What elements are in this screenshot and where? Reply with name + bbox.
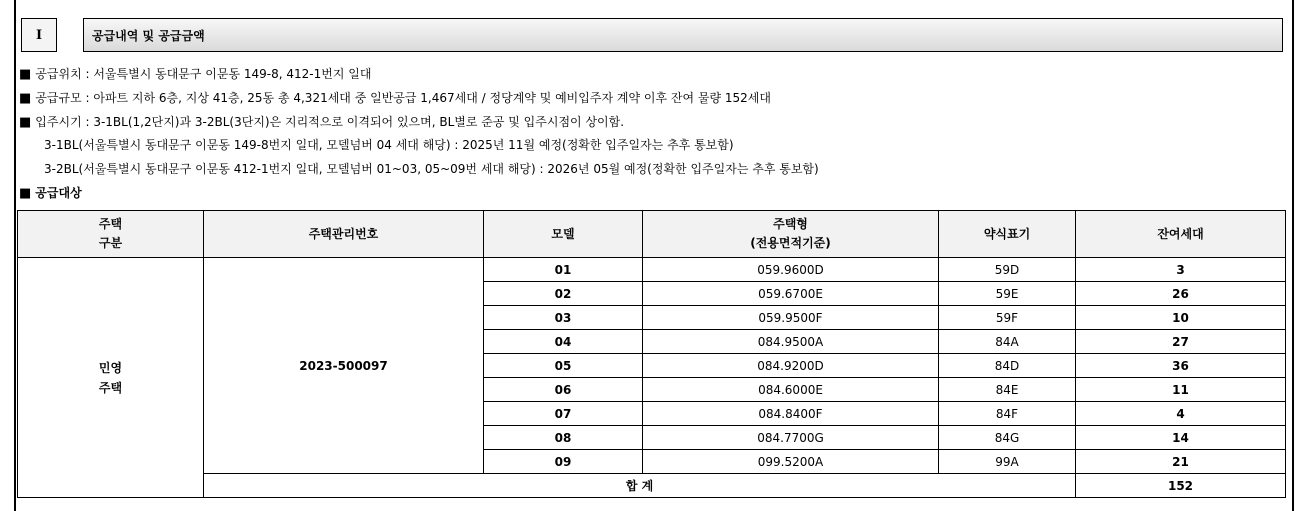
cell-model: 05 bbox=[484, 354, 643, 378]
cell-short: 59D bbox=[939, 258, 1076, 282]
cell-short: 84G bbox=[939, 426, 1076, 450]
header-remaining: 잔여세대 bbox=[1076, 211, 1286, 258]
header-house-type-group: 주택 구분 bbox=[18, 211, 204, 258]
info-movein-32: 3-2BL(서울특별시 동대문구 이문동 412-1번지 일대, 모델넘버 01~03, 05~09번 세대 해당) : 2026년 05월 예정(정확한 입주일자는 추후 통보함) bbox=[44, 162, 819, 176]
cell-house-type: 059.9500F bbox=[643, 306, 939, 330]
cell-mgmt-no: 2023-500097 bbox=[204, 258, 484, 474]
header-mgmt-no: 주택관리번호 bbox=[204, 211, 484, 258]
cell-house-type: 084.7700G bbox=[643, 426, 939, 450]
info-movein-31: 3-1BL(서울특별시 동대문구 이문동 149-8번지 일대, 모델넘버 04 세대 해당) : 2025년 11월 예정(정확한 입주일자는 추후 통보함) bbox=[44, 138, 734, 152]
cell-remaining: 10 bbox=[1076, 306, 1286, 330]
cell-house-group: 민영 주택 bbox=[18, 258, 204, 498]
cell-short: 84F bbox=[939, 402, 1076, 426]
bullet-square-icon: ■ bbox=[19, 186, 32, 201]
cell-house-type: 084.9200D bbox=[643, 354, 939, 378]
cell-house-type: 059.9600D bbox=[643, 258, 939, 282]
cell-remaining: 4 bbox=[1076, 402, 1286, 426]
cell-remaining: 14 bbox=[1076, 426, 1286, 450]
cell-model: 03 bbox=[484, 306, 643, 330]
bullet-square-icon: ■ bbox=[19, 67, 32, 82]
cell-model: 01 bbox=[484, 258, 643, 282]
cell-house-type: 059.6700E bbox=[643, 282, 939, 306]
cell-short: 59F bbox=[939, 306, 1076, 330]
supply-table bbox=[17, 210, 1286, 498]
info-movein bbox=[19, 114, 624, 131]
cell-house-type: 084.9500A bbox=[643, 330, 939, 354]
cell-short: 84A bbox=[939, 330, 1076, 354]
info-target bbox=[19, 185, 82, 202]
cell-house-type: 084.6000E bbox=[643, 378, 939, 402]
total-label: 합 계 bbox=[204, 474, 1076, 498]
cell-remaining: 36 bbox=[1076, 354, 1286, 378]
cell-short: 59E bbox=[939, 282, 1076, 306]
cell-remaining: 26 bbox=[1076, 282, 1286, 306]
info-location bbox=[19, 66, 371, 83]
cell-model: 04 bbox=[484, 330, 643, 354]
header-short: 약식표기 bbox=[939, 211, 1076, 258]
table-header-row bbox=[18, 211, 1286, 258]
bullet-square-icon: ■ bbox=[19, 91, 32, 106]
bullet-square-icon: ■ bbox=[19, 115, 32, 130]
info-location-text: 공급위치 : 서울특별시 동대문구 이문동 149-8, 412-1번지 일대 bbox=[35, 67, 372, 81]
section-numeral: I bbox=[21, 18, 57, 52]
info-scale bbox=[19, 90, 771, 107]
cell-house-type: 084.8400F bbox=[643, 402, 939, 426]
cell-short: 84E bbox=[939, 378, 1076, 402]
info-target-label: 공급대상 bbox=[35, 186, 82, 200]
cell-remaining: 3 bbox=[1076, 258, 1286, 282]
cell-remaining: 27 bbox=[1076, 330, 1286, 354]
cell-remaining: 21 bbox=[1076, 450, 1286, 474]
cell-model: 09 bbox=[484, 450, 643, 474]
cell-short: 99A bbox=[939, 450, 1076, 474]
info-scale-text: 공급규모 : 아파트 지하 6층, 지상 41층, 25동 총 4,321세대 중 일반공급 1,467세대 / 정당계약 및 예비입주자 계약 이후 잔여 물량 152세대 bbox=[35, 91, 771, 105]
cell-remaining: 11 bbox=[1076, 378, 1286, 402]
info-movein-text: 입주시기 : 3-1BL(1,2단지)과 3-2BL(3단지)은 지리적으로 이격되어 있으며, BL별로 준공 및 입주시점이 상이함. bbox=[35, 115, 625, 129]
section-title: 공급내역 및 공급금액 bbox=[83, 18, 1283, 52]
section-header bbox=[21, 18, 1283, 52]
table-row bbox=[18, 258, 1286, 282]
header-house-type: 주택형 (전용면적기준) bbox=[643, 211, 939, 258]
cell-short: 84D bbox=[939, 354, 1076, 378]
cell-model: 06 bbox=[484, 378, 643, 402]
total-row bbox=[18, 474, 1286, 498]
total-value: 152 bbox=[1076, 474, 1286, 498]
cell-model: 02 bbox=[484, 282, 643, 306]
cell-model: 07 bbox=[484, 402, 643, 426]
header-model: 모델 bbox=[484, 211, 643, 258]
cell-model: 08 bbox=[484, 426, 643, 450]
cell-house-type: 099.5200A bbox=[643, 450, 939, 474]
